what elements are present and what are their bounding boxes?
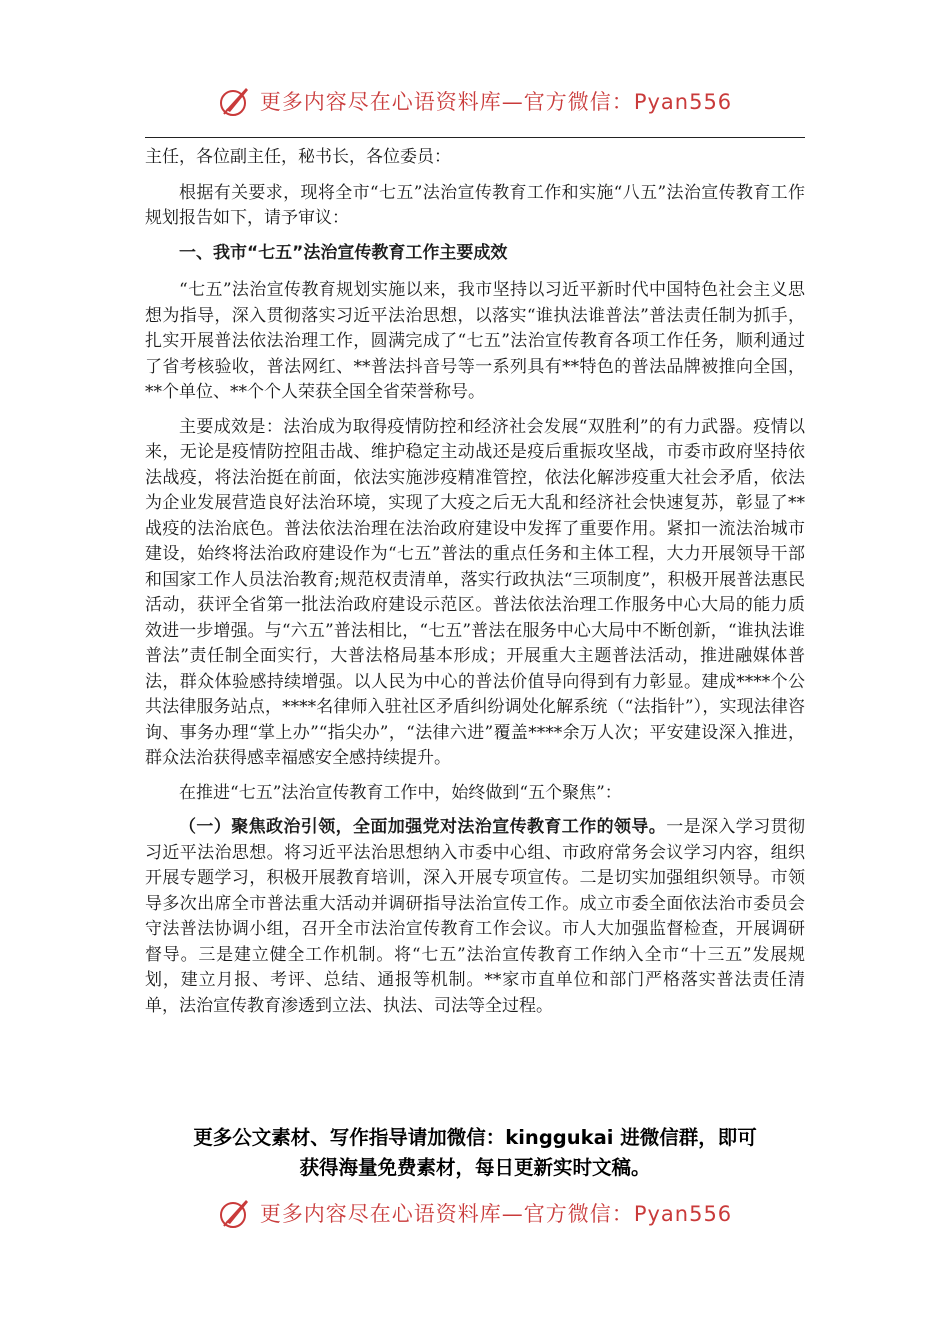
paragraph-2: 主要成效是：法治成为取得疫情防控和经济社会发展“双胜利”的有力武器。疫情以来，无论是疫情防控阻击战、维护稳定主动战还是疫后重振攻坚战，市委市政府坚持依法战疫，将法治挺在前面，依法实施涉疫精准管控，依法化解涉疫重大社会矛盾，依法为企业发展营造良好法治环境，实现了大疫之后无大乱和经济社会快速复苏，彰显了**战疫的法治底色。普法依法治理在法治政府建设中发挥了重要作用。紧扣一流法治城市建设，始终将法治政府建设作为“七五”普法的重点任务和主体工程，大力开展领导干部和国家工作人员法治教育;规范权责清单，落实行政执法“三项制度”，积极开展普法惠民活动，获评全省第一批法治政府建设示范区。普法依法治理工作服务中心大局的能力质效进一步增强。与“六五”普法相比，“七五”普法在服务中心大局中不断创新，“谁执法谁普法”责任制全面实行，大普法格局基本形成；开展重大主题普法活动，推进融媒体普法，群众体验感持续增强。以人民为中心的普法价值导向得到有力彰显。建成****个公共法律服务站点，****名律师入驻社区矛盾纠纷调处化解系统（“法指针”），实现法律咨询、事务办理“掌上办”“指尖办”，“法律六进”覆盖****余万人次；平安建设深入推进，群众法治获得感幸福感安全感持续提升。: [145, 416, 805, 768]
quill-pen-icon: [218, 1196, 252, 1230]
salutation: 主任，各位副主任，秘书长，各位委员：: [145, 147, 451, 167]
header-wechat-id: Pyan556: [633, 90, 733, 114]
paragraph-3: 在推进“七五”法治宣传教育工作中，始终做到“五个聚焦”：: [179, 782, 622, 803]
quill-pen-icon: [218, 84, 252, 118]
header-banner-text: 更多内容尽在心语资料库—官方微信：Pyan556: [259, 90, 733, 114]
footer-banner-text: 更多内容尽在心语资料库—官方微信：Pyan556: [259, 1202, 733, 1226]
section1-heading: 一、我市“七五”法治宣传教育工作主要成效: [179, 242, 508, 263]
promo-line-2: 获得海量免费素材，每日更新实时文稿。: [299, 1156, 651, 1179]
intro-paragraph: 根据有关要求，现将全市“七五”法治宣传教育工作和实施“八五”法治宣传教育工作规划报告如下，请予审议：: [145, 182, 805, 228]
paragraph-1: “七五”法治宣传教育规划实施以来，我市坚持以习近平新时代中国特色社会主义思想为指导，深入贯彻落实习近平法治思想，以落实“谁执法谁普法”普法责任制为抓手，扎实开展普法依法治理工作，圆满完成了“七五”法治宣传教育各项工作任务，顺利通过了省考核验收，普法网红、**普法抖音号等一系列具有**特色的普法品牌被推向全国，**个单位、**个个人荣获全国全省荣誉称号。: [145, 280, 805, 402]
document-body: [145, 145, 805, 1028]
promo-line-1: 更多公文素材、写作指导请加微信：kinggukai 进微信群，即可: [193, 1126, 757, 1149]
focus1-heading: （一）聚焦政治引领，全面加强党对法治宣传教育工作的领导。: [179, 817, 667, 837]
promo-notice: [145, 1123, 805, 1183]
header-divider: [145, 137, 805, 138]
footer-wechat-id: Pyan556: [633, 1202, 733, 1226]
focus1-body: 一是深入学习贯彻习近平法治思想。将习近平法治思想纳入市委中心组、市政府常务会议学习内容，组织开展专题学习，积极开展教育培训，深入开展专项宣传。二是切实加强组织领导。市领导多次出席全市普法重大活动并调研指导法治宣传工作。成立市委全面依法治市委员会守法普法协调小组，召开全市法治宣传教育工作会议。市人大加强监督检查，开展调研督导。三是建立健全工作机制。将“七五”法治宣传教育工作纳入全市“十三五”发展规划，建立月报、考评、总结、通报等机制。**家市直单位和部门严格落实普法责任清单，法治宣传教育渗透到立法、执法、司法等全过程。: [145, 817, 806, 1016]
footer-banner: [0, 1196, 950, 1230]
focus1-paragraph: [145, 815, 805, 1019]
header-banner: [0, 84, 950, 118]
